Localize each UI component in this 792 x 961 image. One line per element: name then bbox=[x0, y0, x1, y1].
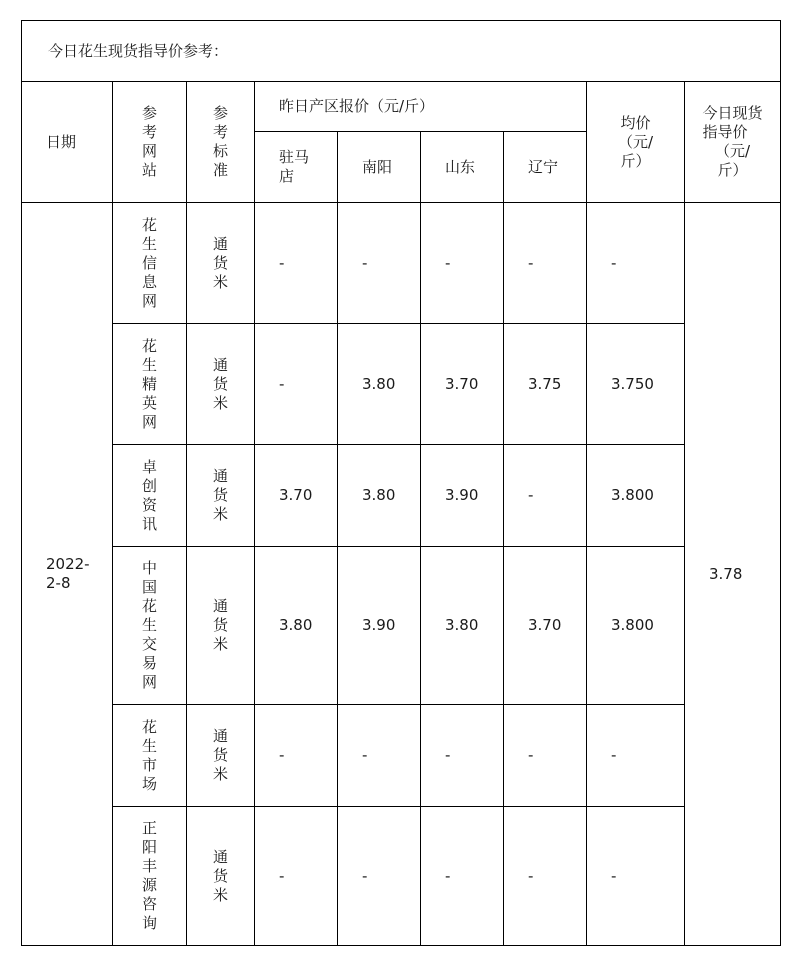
avg-cell: 3.750 bbox=[587, 324, 685, 445]
value-cell: 3.70 bbox=[421, 324, 504, 445]
avg-cell: 3.800 bbox=[587, 445, 685, 547]
table-row bbox=[22, 445, 781, 547]
value-cell: - bbox=[421, 807, 504, 946]
value-cell: - bbox=[338, 807, 421, 946]
avg-cell: - bbox=[587, 807, 685, 946]
header-date: 日期 bbox=[22, 82, 113, 203]
value-cell: 3.80 bbox=[421, 547, 504, 705]
standard-cell: 通货米 bbox=[187, 705, 255, 807]
table-row bbox=[22, 324, 781, 445]
value-cell: 3.90 bbox=[338, 547, 421, 705]
value-cell: - bbox=[338, 705, 421, 807]
value-cell: 3.70 bbox=[504, 547, 587, 705]
value-cell: - bbox=[421, 705, 504, 807]
value-cell: 3.75 bbox=[504, 324, 587, 445]
standard-cell: 通货米 bbox=[187, 203, 255, 324]
header-region-nanyang: 南阳 bbox=[338, 132, 421, 203]
site-cell: 花生市场 bbox=[113, 705, 187, 807]
table-row bbox=[22, 547, 781, 705]
standard-cell: 通货米 bbox=[187, 547, 255, 705]
date-cell: 2022-2-8 bbox=[22, 203, 113, 946]
value-cell: - bbox=[504, 705, 587, 807]
value-cell: 3.90 bbox=[421, 445, 504, 547]
value-cell: 3.80 bbox=[255, 547, 338, 705]
header-region-zhumadian: 驻马店 bbox=[255, 132, 338, 203]
avg-cell: - bbox=[587, 203, 685, 324]
header-today-price: 今日现货指导价 （元/ 斤） bbox=[685, 82, 781, 203]
value-cell: 3.80 bbox=[338, 445, 421, 547]
value-cell: 3.70 bbox=[255, 445, 338, 547]
value-cell: - bbox=[255, 324, 338, 445]
table-row bbox=[22, 203, 781, 324]
site-cell: 正阳丰源咨询 bbox=[113, 807, 187, 946]
standard-cell: 通货米 bbox=[187, 445, 255, 547]
value-cell: - bbox=[255, 705, 338, 807]
site-cell: 花生精英网 bbox=[113, 324, 187, 445]
value-cell: - bbox=[504, 445, 587, 547]
value-cell: - bbox=[255, 807, 338, 946]
value-cell: - bbox=[504, 807, 587, 946]
price-table bbox=[21, 20, 781, 946]
site-cell: 卓创资讯 bbox=[113, 445, 187, 547]
today-price-cell: 3.78 bbox=[685, 203, 781, 946]
avg-cell: - bbox=[587, 705, 685, 807]
avg-cell: 3.800 bbox=[587, 547, 685, 705]
header-average: 均价 （元/ 斤） bbox=[587, 82, 685, 203]
standard-cell: 通货米 bbox=[187, 324, 255, 445]
header-standard: 参考标准 bbox=[187, 82, 255, 203]
header-region-group: 昨日产区报价（元/斤） bbox=[255, 82, 587, 132]
header-region-liaoning: 辽宁 bbox=[504, 132, 587, 203]
header-site: 参考网站 bbox=[113, 82, 187, 203]
table-title: 今日花生现货指导价参考： bbox=[22, 21, 781, 82]
value-cell: - bbox=[338, 203, 421, 324]
header-region-shandong: 山东 bbox=[421, 132, 504, 203]
standard-cell: 通货米 bbox=[187, 807, 255, 946]
value-cell: - bbox=[504, 203, 587, 324]
table-row bbox=[22, 807, 781, 946]
value-cell: - bbox=[421, 203, 504, 324]
value-cell: - bbox=[255, 203, 338, 324]
site-cell: 中国花生交易网 bbox=[113, 547, 187, 705]
site-cell: 花生信息网 bbox=[113, 203, 187, 324]
value-cell: 3.80 bbox=[338, 324, 421, 445]
table-row bbox=[22, 705, 781, 807]
